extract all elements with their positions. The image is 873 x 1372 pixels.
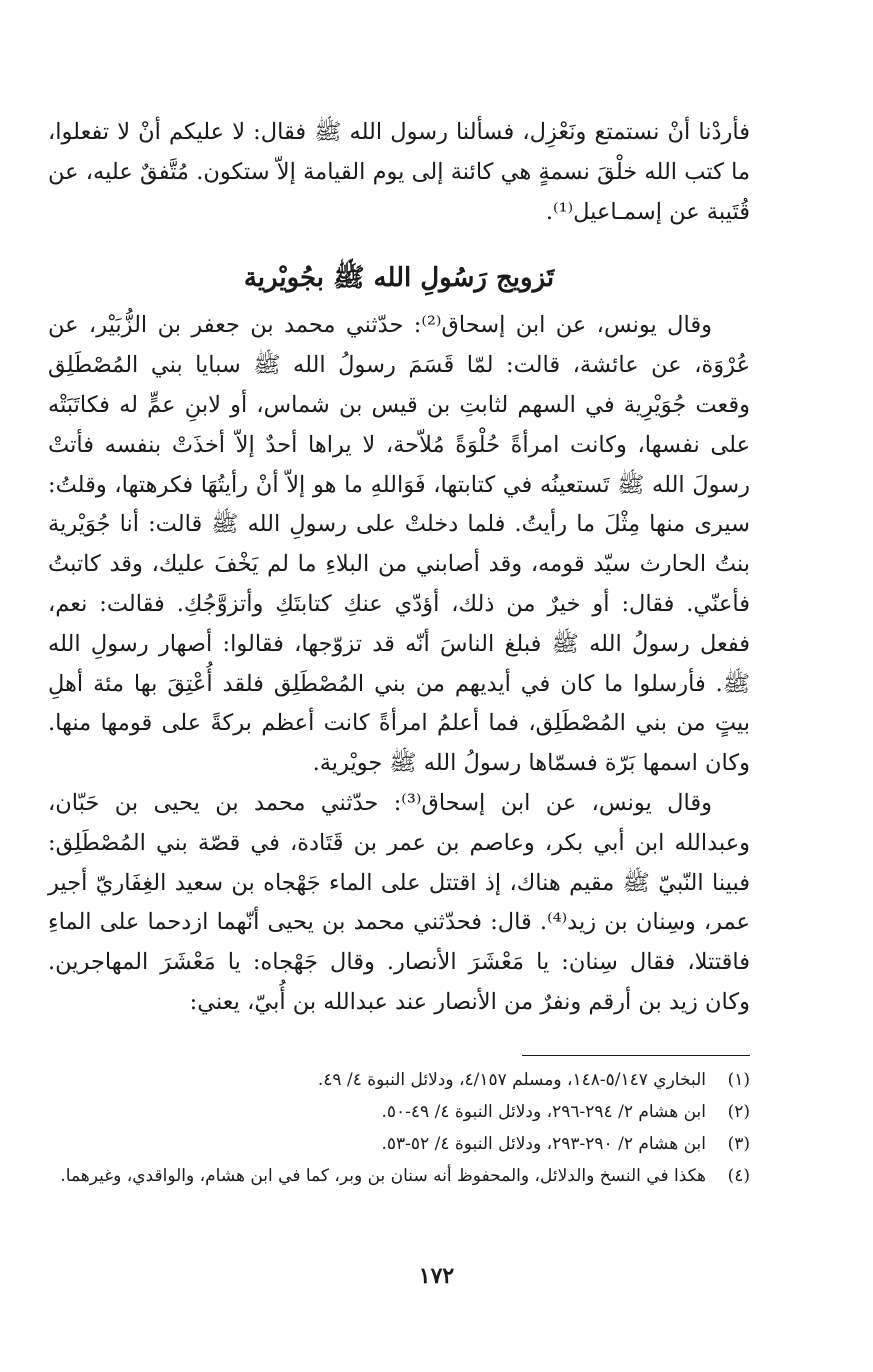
footnotes xyxy=(52,1064,750,1192)
footnote-text: هكذا في النسخ والدلائل، والمحفوظ أنه سنان بن وبر، كما في ابن هشام، والواقدي، وغيرهما. xyxy=(60,1166,706,1186)
footnote-number: (٢) xyxy=(727,1102,750,1122)
footnote xyxy=(52,1160,750,1192)
footnote xyxy=(52,1064,750,1096)
footnote xyxy=(52,1096,750,1128)
footnote-number: (٤) xyxy=(727,1166,750,1186)
footnote xyxy=(52,1128,750,1160)
footnote-text: البخاري ٥/١٤٧-١٤٨، ومسلم ٤/١٥٧، ودلائل النبوة ٤/ ٤٩. xyxy=(317,1070,706,1090)
footnote-number: (١) xyxy=(727,1070,750,1090)
paragraph-2: وقال يونس، عن ابن إسحاق⁽²⁾: حدّثني محمد بن جعفر بن الزُّبَيْر، عن عُرْوَة، عن عائشة، قالت: لمّا قَسَمَ رسولُ الله ﷺ سبايا بني المُصْطَلِق وقعت جُوَيْرِية في السهم لثابتِ بن قيس بن شماس، أو لابنِ عمٍّ له فكاتَبَتْه على نفسها، وكانت امرأةً حُلْوَةً مُلاّحة، لا يراها أحدٌ إلاّ أخذَتْ بنفسه فأتتْ رسولَ الله ﷺ تَستعينُه في كتابتها، فَوَاللهِ ما هو إلاّ أنْ رأيتُهَا فكرهتها، وقلتُ: سيرى منها مِثْلَ ما رأيتُ. فلما دخلتْ على رسولِ الله ﷺ قالت: أنا جُوَيْرية بنتُ الحارث سيّد قومه، وقد أصابني من البلاءِ ما لم يَخْفَ عليك، وقد كاتبتُ فأعنّي. فقال: أو خيرٌ من ذلك، أؤدّي عنكِ كتابتَكِ وأتزوَّجُكِ. فقالت: نعم، ففعل رسولُ الله ﷺ فبلغ الناسَ أنّه قد تزوّجها، فقالوا: أصهار رسولِ الله ﷺ. فأرسلوا ما كان في أيديهم من بني المُصْطَلِق فلقد أُعْتِقَ بها مئة أهلِ بيتٍ من بني المُصْطَلِق، فما أعلمُ امرأةً كانت أعظم بركةً على قومها منها. وكان اسمها بَرّة فسمّاها رسولُ الله ﷺ جويْرية. xyxy=(48,312,750,777)
footnote-number: (٣) xyxy=(727,1134,750,1154)
section-heading: تَزويج رَسُولِ الله ﷺ بجُويْرية xyxy=(243,263,555,294)
paragraph-1: فأردْنا أنْ نستمتع ونَعْزِل، فسألنا رسول الله ﷺ فقال: لا عليكم أنْ لا تفعلوا، ما كتب الله خلْقَ نسمةٍ هي كائنة إلى يوم القيامة إلاّ ستكون. مُتَّفقٌ عليه، عن قُتَيبة عن إسمـاعيل⁽¹⁾. xyxy=(48,119,750,225)
footnote-text: ابن هشام ٢/ ٢٩٤-٢٩٦، ودلائل النبوة ٤/ ٤٩-٥٠. xyxy=(381,1102,706,1122)
footnote-divider xyxy=(522,1055,750,1056)
main-text xyxy=(48,113,750,1023)
page-number: ١٧٢ xyxy=(418,1263,455,1289)
paragraph-3: وقال يونس، عن ابن إسحاق⁽³⁾: حدّثني محمد بن يحيى بن حَبّان، وعبدالله ابن أبي بكر، وعاصم بن عمر بن قَتَادة، في قصّة بني المُصْطَلِق: فبينا النّبيّ ﷺ مقيم هناك، إذ اقتتل على الماء جَهْجاه بن سعيد الغِفَاريّ أجير عمر، وسِنان بن زيد⁽⁴⁾. قال: فحدّثني محمد بن يحيى أنّهما ازدحما على الماءِ فاقتتلا، فقال سِنان: يا مَعْشَرَ الأنصار. وقال جَهْجاه: يا مَعْشَرَ المهاجرين. وكان زيد بن أرقم ونفرٌ من الأنصار عند عبدالله بن أُبيّ، يعني: xyxy=(48,789,750,1015)
footnote-text: ابن هشام ٢/ ٢٩٠-٢٩٣، ودلائل النبوة ٤/ ٥٢-٥٣. xyxy=(381,1134,706,1154)
